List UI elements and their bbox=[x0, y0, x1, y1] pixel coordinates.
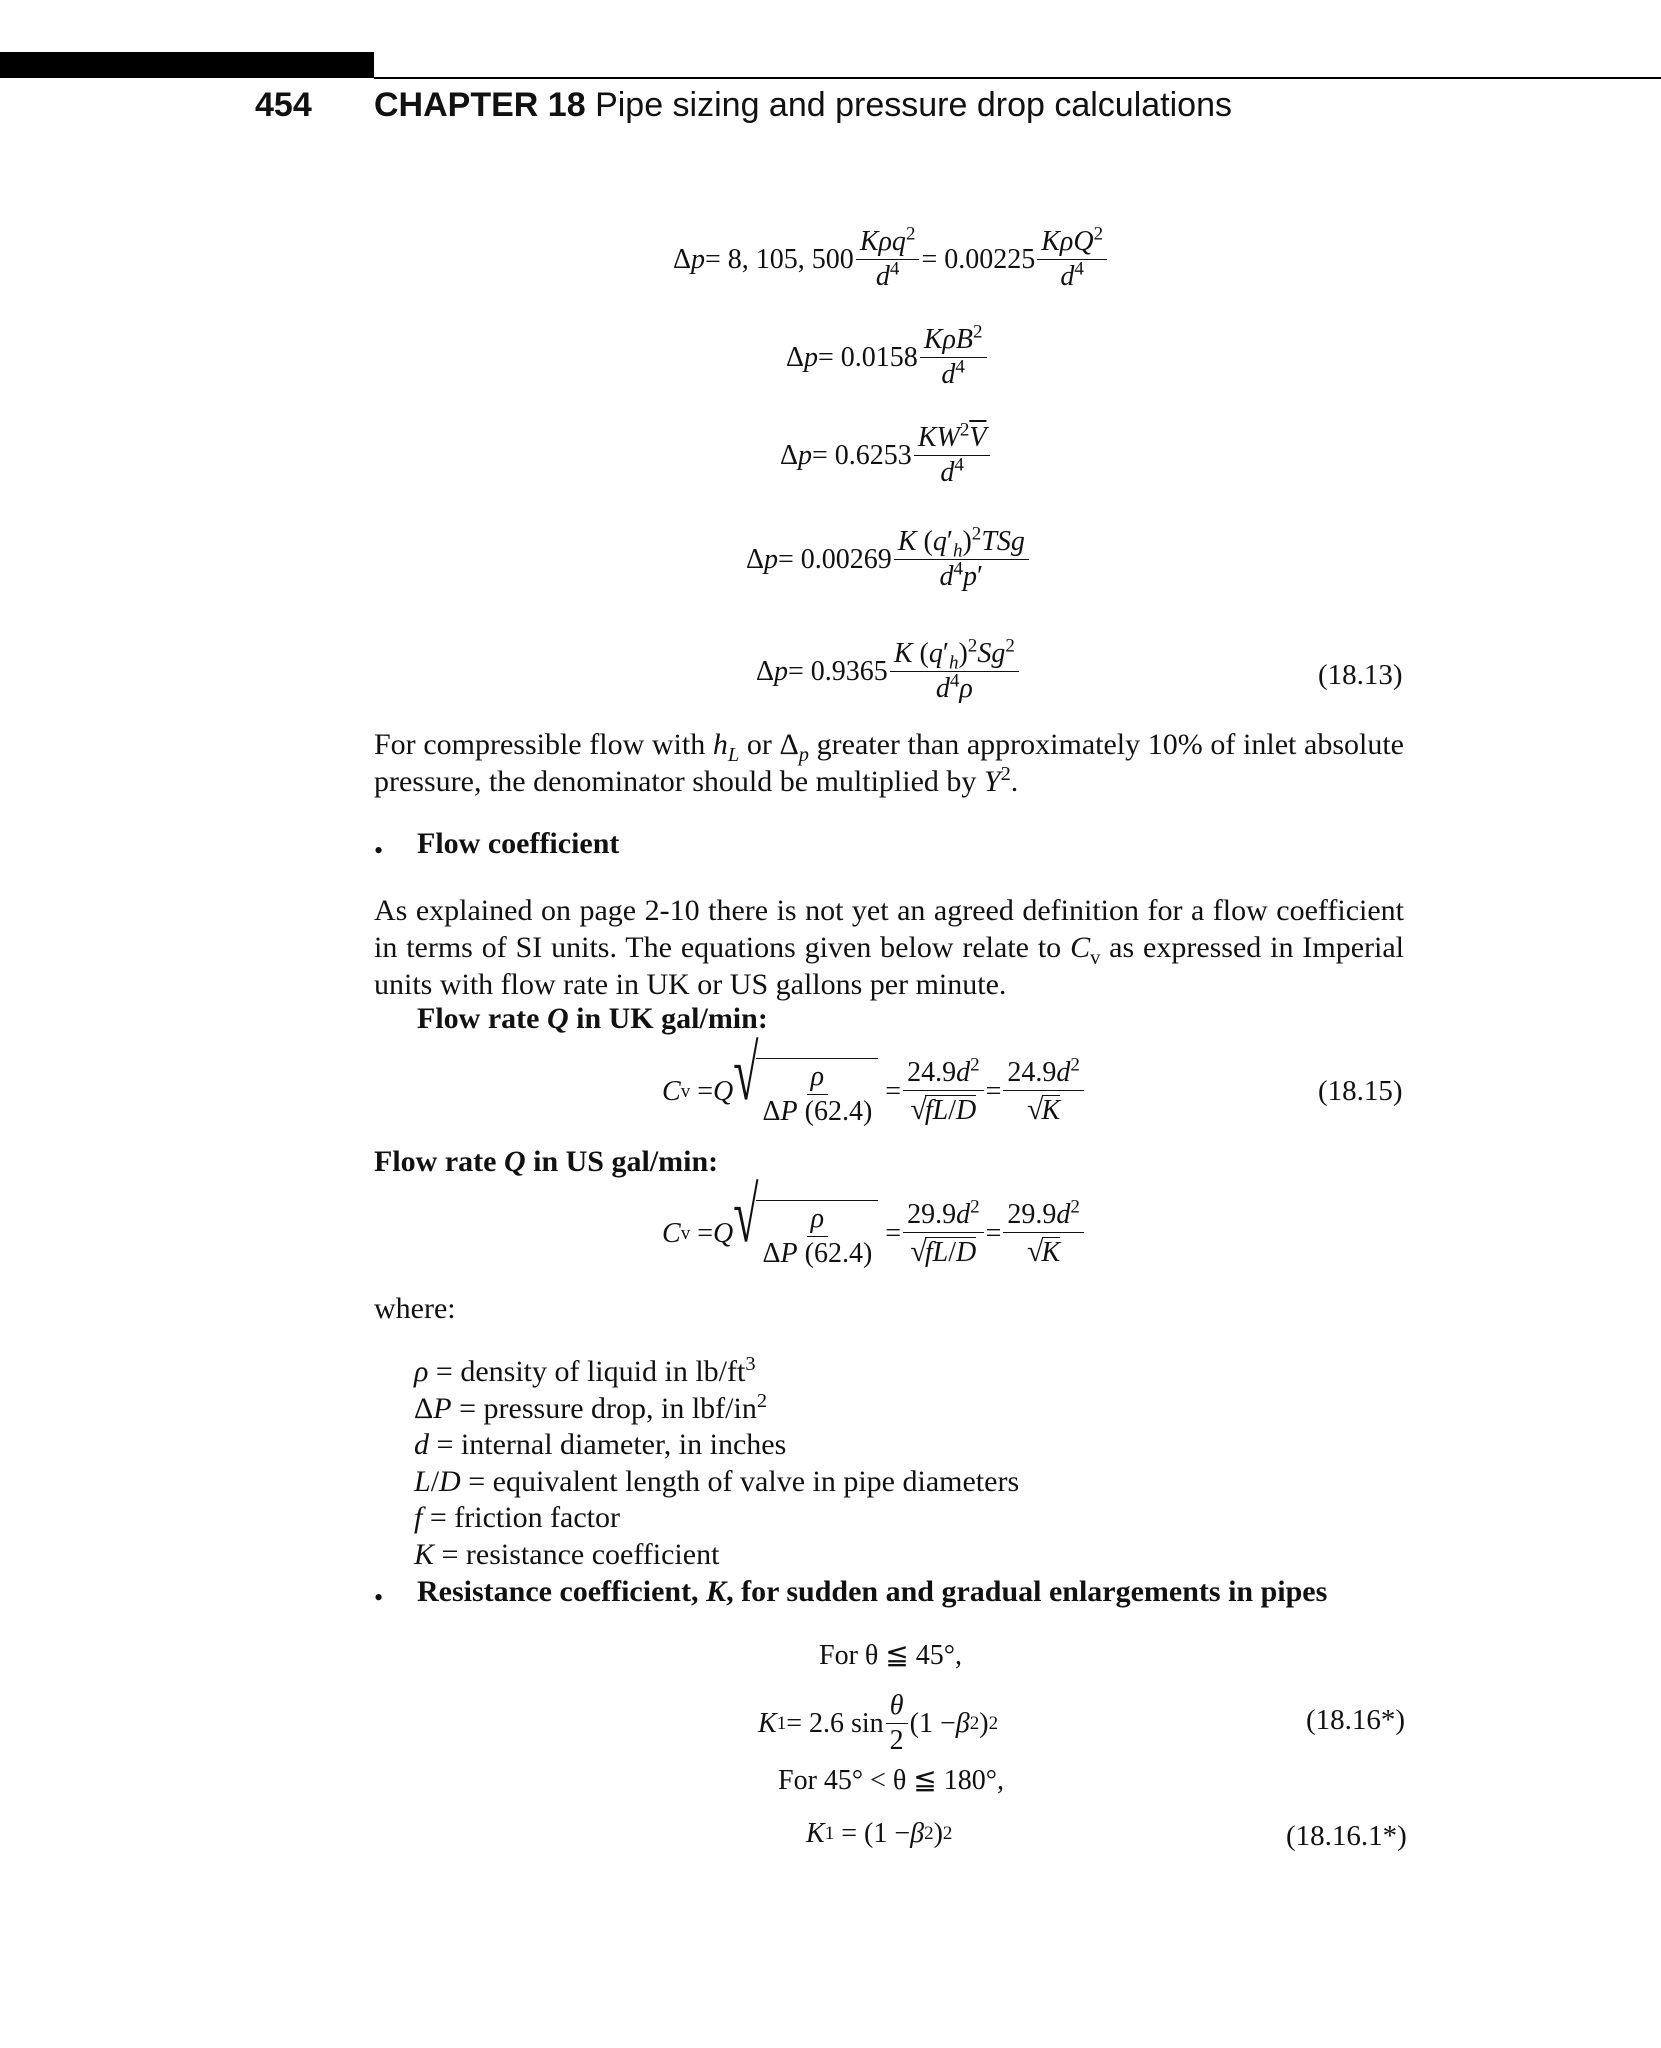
header-bar bbox=[0, 52, 374, 78]
definitions-list bbox=[414, 1354, 1019, 1573]
equation-dp-2: Δp = 0.0158 $\frac{K\rho B^2}{d^4}$ bbox=[786, 326, 989, 389]
definition-friction: f = friction factor bbox=[414, 1501, 621, 1534]
definition-k: K = resistance coefficient bbox=[414, 1537, 720, 1571]
chapter-heading bbox=[374, 86, 1232, 125]
condition-theta-45: For θ ≦ 45°, bbox=[819, 1640, 962, 1671]
definition-diameter: d = internal diameter, in inches bbox=[414, 1428, 787, 1461]
definition-ld: L/D = equivalent length of valve in pipe diameters bbox=[414, 1464, 1020, 1498]
equation-dp-5: Δp = 0.9365 $\frac{K (q'_h)^2Sg^2}{d^4\rho}$ bbox=[756, 640, 1021, 703]
bullet-dot-1: • bbox=[374, 836, 384, 865]
eq2-const: = 0.0158 bbox=[818, 341, 918, 373]
definition-rho: ρ = density of liquid in $lb/ft^3$ bbox=[414, 1353, 756, 1388]
eq1-const-1: = 8, 105, 500 bbox=[705, 243, 854, 275]
equation-k1-small-angle: K 1 = 2.6 sin $\frac{\theta}{2}$ (1 − β 2 ) 2 bbox=[758, 1690, 999, 1756]
equation-dp-3: Δp = 0.6253 $\frac{KW^2\overline{V}}{d^4}$ bbox=[780, 424, 992, 487]
chapter-title: Pipe sizing and pressure drop calculations bbox=[595, 86, 1232, 124]
header-rule bbox=[374, 77, 1661, 79]
where-label: where: bbox=[374, 1292, 456, 1325]
equation-number-18-16: (18.16*) bbox=[1306, 1704, 1406, 1736]
definition-pressure-drop: ΔP = pressure drop, in lbf/$in^2$ bbox=[414, 1389, 768, 1425]
eq3-const: = 0.6253 bbox=[812, 439, 912, 471]
equation-k1-large-angle: K 1 = (1 − β 2 ) 2 bbox=[806, 1818, 953, 1849]
equation-number-18-13: (18.13) bbox=[1318, 659, 1403, 691]
condition-theta-180: For 45° < θ ≦ 180°, bbox=[778, 1765, 1004, 1796]
equation-number-18-15: (18.15) bbox=[1318, 1075, 1403, 1107]
equation-dp-4: Δp = 0.00269 $\frac{K (q'_h)^2TSg}{d^4p'}$ bbox=[746, 528, 1031, 591]
uk-flow-label: Flow rate Q in UK gal/min: bbox=[417, 1002, 768, 1035]
flow-coefficient-paragraph: As explained on page 2-10 there is not yet an agreed definition for a flow coefficient in terms of SI units. The equations given below relate to $C_v$ as expressed in Imperial units with flow rate in UK or US gallons per minute. bbox=[374, 894, 1404, 1001]
bullet-dot-2: • bbox=[374, 1583, 384, 1612]
page-number: 454 bbox=[255, 86, 312, 124]
eq5-const: = 0.9365 bbox=[788, 655, 888, 687]
equation-cv-us: C v = Q √ $\frac{\rho}{\Delta P (62.4)}$ = $29.9d^2$ √ fL / D = $29.9d^2$ √ K bbox=[662, 1200, 1086, 1268]
chapter-label: CHAPTER 18 bbox=[374, 86, 586, 124]
equation-dp-1: Δp = 8, 105, 500 $\frac{K\rho q^2}{d^4}$ = 0.00225 $\frac{K\rho Q^2}{d^4}$ bbox=[673, 228, 1109, 291]
equation-number-18-16-1: (18.16.1*) bbox=[1286, 1820, 1407, 1852]
resistance-heading: Resistance coefficient, K, for sudden and gradual enlargements in pipes bbox=[417, 1575, 1328, 1608]
compressible-paragraph: For compressible flow with $h_L$ or $\Delta_p$ greater than approximately 10% of inlet absolute pressure, the denominator should be multiplied by $Y^2$. bbox=[374, 728, 1404, 798]
us-flow-label: Flow rate Q in US gal/min: bbox=[374, 1145, 719, 1178]
eq1-const-2: = 0.00225 bbox=[921, 243, 1036, 275]
flow-coefficient-heading: Flow coefficient bbox=[417, 827, 620, 860]
eq4-const: = 0.00269 bbox=[778, 543, 892, 575]
equation-cv-uk: C v = Q √ $\frac{\rho}{\Delta P (62.4)}$ = $24.9d^2$ √ fL / D = $24.9d^2$ √ K bbox=[662, 1058, 1086, 1126]
